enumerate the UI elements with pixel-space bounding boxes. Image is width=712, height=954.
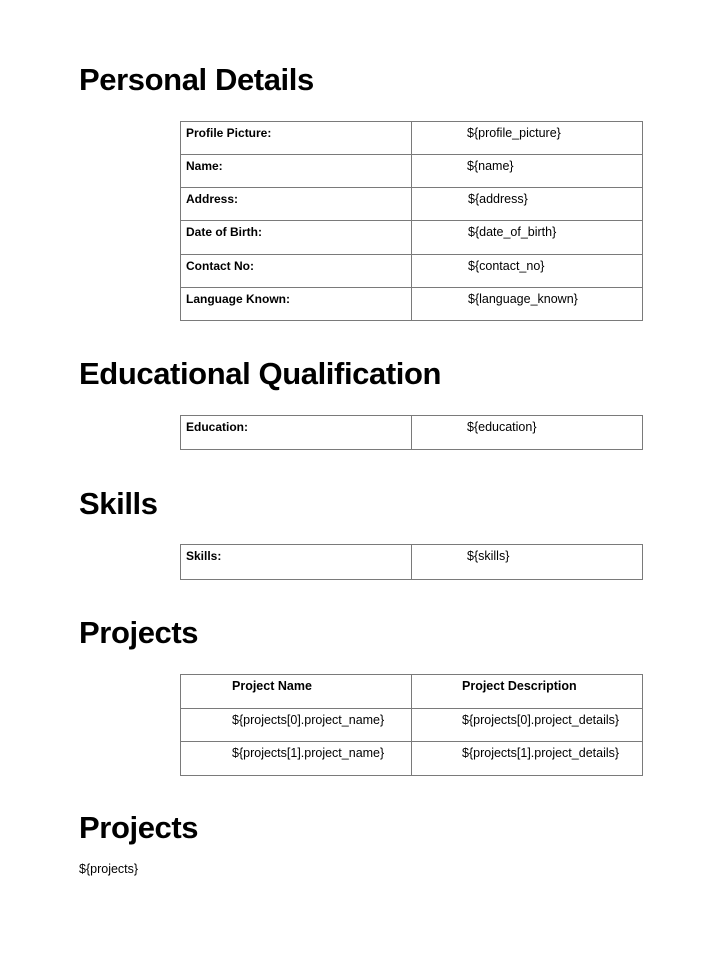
table-cell-label (181, 155, 412, 188)
project-name-cell: ${projects[0].project_name} (232, 713, 385, 727)
table-cell-label (181, 416, 412, 450)
table-cell (181, 709, 412, 742)
table-cell-label (181, 122, 412, 155)
personal-details-table (180, 121, 643, 321)
table-header-cell (181, 675, 412, 709)
address-label: Address: (186, 192, 239, 206)
table-cell-label (181, 188, 412, 221)
projects-table-heading: Projects (79, 615, 199, 650)
skills-label: Skills: (186, 549, 222, 563)
projects-placeholder-text: ${projects} (79, 862, 139, 876)
table-cell-label (181, 288, 412, 321)
table-row (181, 288, 643, 321)
table-header-row (181, 675, 643, 709)
table-cell-value (412, 221, 643, 255)
table-row (181, 155, 643, 188)
contact-no-value: ${contact_no} (468, 259, 545, 273)
projects-text-heading: Projects (79, 810, 199, 845)
name-value: ${name} (467, 159, 514, 173)
personal-details-heading: Personal Details (79, 62, 314, 97)
project-name-cell: ${projects[1].project_name} (232, 746, 385, 760)
date-of-birth-label: Date of Birth: (186, 225, 262, 239)
address-value: ${address} (468, 192, 528, 206)
table-row (181, 742, 643, 776)
table-cell (181, 742, 412, 776)
table-cell (412, 709, 643, 742)
table-header-cell (412, 675, 643, 709)
table-row (181, 255, 643, 288)
table-cell-label (181, 545, 412, 580)
projects-table (180, 674, 643, 776)
project-description-column-header: Project Description (462, 679, 577, 693)
table-cell-label (181, 221, 412, 255)
name-label: Name: (186, 159, 223, 173)
profile-picture-label: Profile Picture: (186, 126, 272, 140)
skills-table (180, 544, 643, 580)
education-table (180, 415, 643, 450)
table-row (181, 122, 643, 155)
table-cell-value (412, 122, 643, 155)
table-cell-value (412, 255, 643, 288)
table-cell-value (412, 188, 643, 221)
education-value: ${education} (467, 420, 537, 434)
skills-value: ${skills} (467, 549, 510, 563)
date-of-birth-value: ${date_of_birth} (468, 225, 557, 239)
education-label: Education: (186, 420, 248, 434)
skills-heading: Skills (79, 486, 158, 521)
project-description-cell: ${projects[1].project_details} (462, 746, 620, 760)
table-row (181, 709, 643, 742)
table-cell-value (412, 155, 643, 188)
table-cell (412, 742, 643, 776)
profile-picture-value: ${profile_picture} (467, 126, 561, 140)
table-cell-value (412, 416, 643, 450)
table-cell-value (412, 545, 643, 580)
table-row (181, 545, 643, 580)
table-row (181, 188, 643, 221)
project-name-column-header: Project Name (232, 679, 312, 693)
project-description-cell: ${projects[0].project_details} (462, 713, 620, 727)
language-known-label: Language Known: (186, 292, 290, 306)
table-row (181, 416, 643, 450)
contact-no-label: Contact No: (186, 259, 254, 273)
educational-qualification-heading: Educational Qualification (79, 356, 442, 391)
table-cell-value (412, 288, 643, 321)
table-row (181, 221, 643, 255)
table-cell-label (181, 255, 412, 288)
language-known-value: ${language_known} (468, 292, 578, 306)
